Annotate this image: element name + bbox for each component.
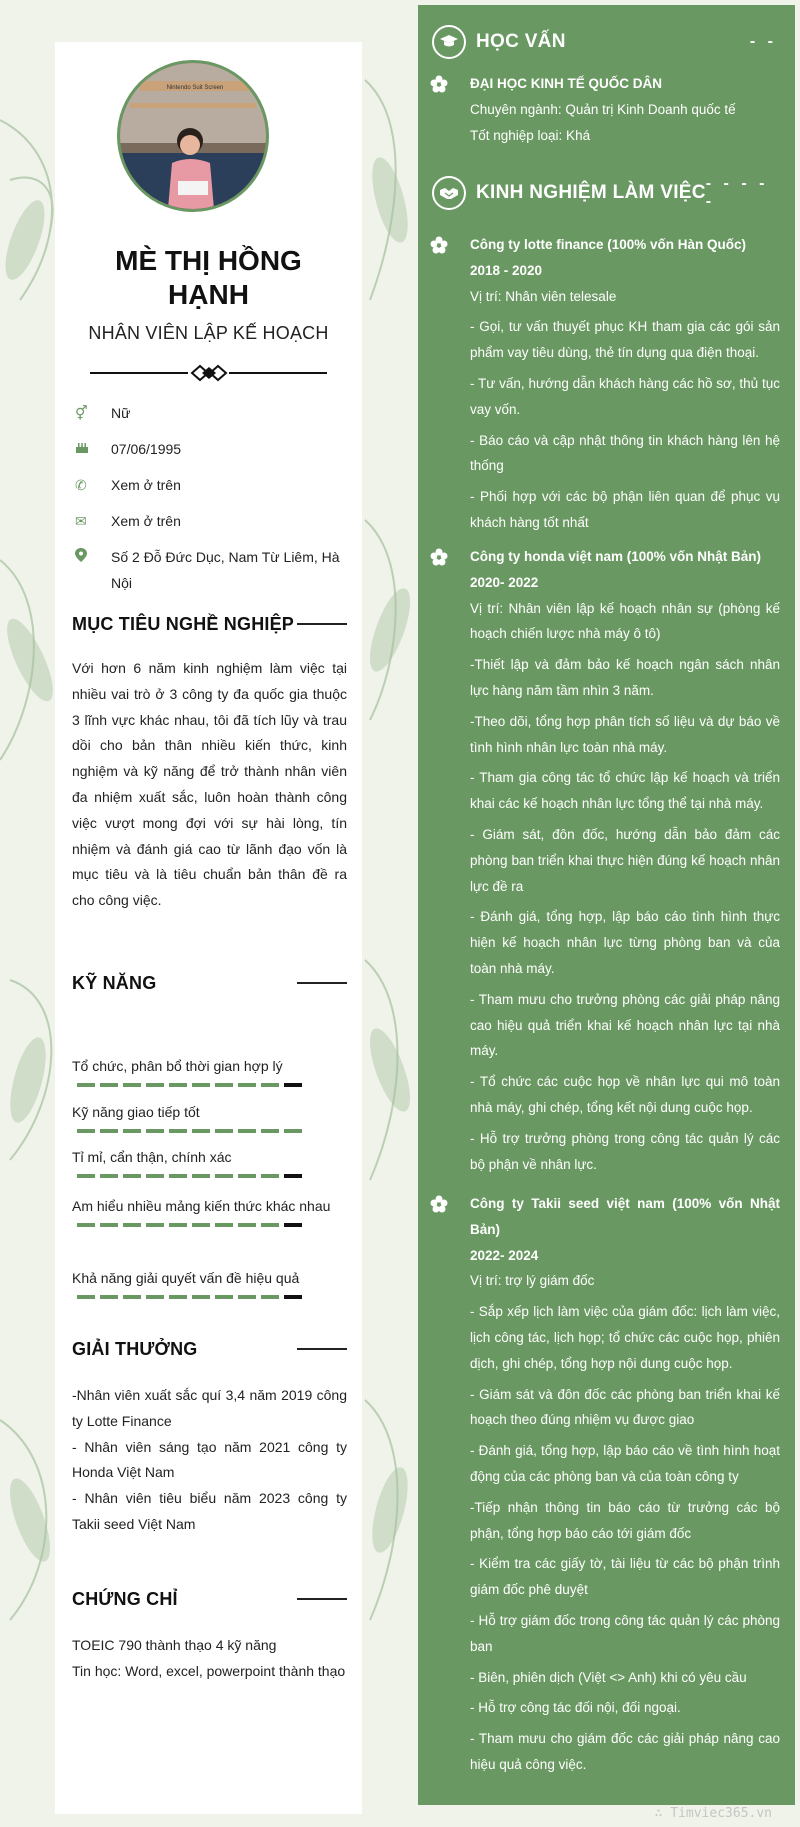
- job-entry: [470, 544, 780, 1177]
- skill-bar-segment: [123, 1295, 141, 1299]
- award-item: - Nhân viên sáng tạo năm 2021 công ty Honda Việt Nam: [72, 1438, 347, 1481]
- skill-bar-segment: [192, 1295, 210, 1299]
- ornament-divider: [90, 364, 327, 382]
- birthday-value: 07/06/1995: [111, 441, 182, 457]
- job-entry: [470, 1191, 780, 1778]
- skill-level-bar: [77, 1295, 302, 1299]
- address-value: Số 2 Đỗ Đức Dục, Nam Từ Liêm, Hà Nội: [111, 549, 340, 591]
- job-task: -Theo dõi, tổng hợp phân tích số liệu và dự báo về tình hình nhân lực toàn nhà máy.: [470, 713, 780, 755]
- flower-bullet-icon: [430, 75, 448, 93]
- skill-bar-segment: [146, 1174, 164, 1178]
- experience-title: KINH NGHIỆM LÀM VIỆC: [476, 182, 706, 203]
- certificate-item: TOEIC 790 thành thạo 4 kỹ năng: [72, 1637, 277, 1653]
- certificates-list: [72, 1633, 347, 1685]
- phone-value: Xem ở trên: [111, 477, 181, 493]
- skill-bar-segment: [215, 1083, 233, 1087]
- skill-bar-segment: [261, 1083, 279, 1087]
- job-task: - Hỗ trợ trưởng phòng trong công tác quản lý các bộ phận về nhân lực.: [470, 1130, 780, 1172]
- contact-info: [75, 400, 345, 606]
- photo-sign-text: Nintendo Suit Screen: [166, 85, 224, 91]
- job-company: Công ty Takii seed việt nam (100% vốn Nhật Bản): [470, 1196, 780, 1237]
- objective-title: MỤC TIÊU NGHỀ NGHIỆP: [72, 613, 295, 634]
- skill-item: [72, 1266, 347, 1299]
- skill-bar-segment: [238, 1129, 256, 1133]
- skill-bar-segment: [284, 1083, 302, 1087]
- job-task: - Phối hợp với các bộ phận liên quan để phục vụ khách hàng tốt nhất: [470, 489, 780, 530]
- gender-row: [75, 400, 345, 426]
- awards-header: [72, 1336, 347, 1362]
- skill-bar-segment: [169, 1174, 187, 1178]
- education-school: ĐẠI HỌC KINH TẾ QUỐC DÂN: [470, 76, 662, 91]
- envelope-icon: ✉: [75, 513, 87, 529]
- awards-list: [72, 1383, 347, 1538]
- skill-name: Kỹ năng giao tiếp tốt: [72, 1104, 200, 1120]
- flower-bullet-icon: [430, 236, 448, 254]
- candidate-name: [55, 244, 362, 312]
- skill-bar-segment: [215, 1174, 233, 1178]
- skill-bar-segment: [146, 1083, 164, 1087]
- gender-value: Nữ: [111, 405, 131, 421]
- skill-bar-segment: [238, 1174, 256, 1178]
- email-value: Xem ở trên: [111, 513, 181, 529]
- address-row: [75, 544, 345, 596]
- skill-bar-segment: [238, 1083, 256, 1087]
- skill-level-bar: [77, 1083, 302, 1087]
- job-task: - Hỗ trợ công tác đối nội, đối ngoại.: [470, 1700, 681, 1716]
- job-entry: [470, 232, 780, 536]
- section-rule: [294, 623, 347, 625]
- certificate-item: Tin học: Word, excel, powerpoint thành thạo: [72, 1662, 346, 1679]
- skill-bar-segment: [192, 1174, 210, 1178]
- skill-bar-segment: [77, 1083, 95, 1087]
- watermark-text: Timviec365.vn: [670, 1806, 772, 1821]
- job-period: 2020- 2022: [470, 574, 539, 590]
- skill-bar-segment: [123, 1223, 141, 1227]
- skill-bar-segment: [284, 1129, 302, 1133]
- job-period: 2022- 2024: [470, 1247, 539, 1263]
- email-row: [75, 508, 345, 534]
- skills-title: KỸ NĂNG: [72, 972, 157, 993]
- handshake-icon: [432, 176, 466, 210]
- birthday-cake-icon: [75, 436, 111, 462]
- job-task: - Giám sát, đôn đốc, hướng dẫn bảo đảm các phòng ban triển khai thực hiện đúng kế hoạch nhân lực đề ra: [470, 826, 780, 894]
- job-position: Vị trí: trợ lý giám đốc: [470, 1273, 595, 1289]
- flower-bullet-icon: [430, 548, 448, 566]
- name-line-2: HẠNH: [168, 279, 249, 310]
- skill-bar-segment: [169, 1083, 187, 1087]
- skill-bar-segment: [192, 1129, 210, 1133]
- skill-name: Tỉ mỉ, cẩn thận, chính xác: [72, 1149, 232, 1165]
- section-rule: [178, 1598, 347, 1600]
- skill-bar-segment: [284, 1174, 302, 1178]
- job-task: - Gọi, tư vấn thuyết phục KH tham gia các gói sản phẩm vay tiêu dùng, thẻ tín dụng qua điện thoại.: [470, 319, 780, 361]
- job-title: NHÂN VIÊN LẬP KẾ HOẠCH: [88, 323, 329, 343]
- skill-bar-segment: [238, 1295, 256, 1299]
- skill-bar-segment: [146, 1129, 164, 1133]
- skill-bar-segment: [77, 1129, 95, 1133]
- job-task: - Hỗ trợ giám đốc trong công tác quản lý các phòng ban: [470, 1612, 780, 1654]
- skill-bar-segment: [123, 1129, 141, 1133]
- section-rule: [197, 1348, 347, 1350]
- skill-bar-segment: [77, 1223, 95, 1227]
- experience-dash: - - - - -: [705, 175, 769, 210]
- skill-level-bar: [77, 1223, 302, 1227]
- job-task: - Tổ chức các cuộc họp về nhân lực qui mô toàn nhà máy, ghi chép, tổng kết nội dung cuộc họp.: [470, 1074, 780, 1115]
- name-line-1: MÈ THỊ HỒNG: [115, 245, 302, 276]
- award-item: - Nhân viên tiêu biểu năm 2023 công ty Takii seed Việt Nam: [72, 1490, 347, 1532]
- phone-row: [75, 472, 345, 498]
- job-position: Vị trí: Nhân viên telesale: [470, 288, 617, 304]
- skill-bar-segment: [100, 1223, 118, 1227]
- skill-bar-segment: [77, 1174, 95, 1178]
- job-task: -Thiết lập và đảm bảo kế hoạch ngân sách nhân lực hàng năm tầm nhìn 3 năm.: [470, 657, 780, 698]
- skill-level-bar: [77, 1129, 302, 1133]
- skill-bar-segment: [100, 1174, 118, 1178]
- skill-name: Tổ chức, phân bổ thời gian hợp lý: [72, 1058, 283, 1074]
- job-task: - Đánh giá, tổng hợp, lập báo cáo tình hình thực hiện kế hoạch nhân lực từng phòng ban và của toàn nhà máy.: [470, 909, 780, 976]
- map-pin-icon: [75, 544, 111, 570]
- award-item: -Nhân viên xuất sắc quí 3,4 năm 2019 công ty Lotte Finance: [72, 1387, 347, 1429]
- avatar-photo: [120, 63, 266, 209]
- education-title: HỌC VẤN: [476, 31, 566, 52]
- awards-title: GIẢI THƯỞNG: [72, 1338, 198, 1359]
- experience-header: [432, 173, 777, 213]
- right-column: [418, 5, 795, 1805]
- objective-text: Với hơn 6 năm kinh nghiệm làm việc tại nhiều vai trò ở 3 công ty đa quốc gia thuộc 3 lĩnh vực khác nhau, tôi đã tích lũy và trau dồi cho bản thân nhiều kiến thức, kinh nghiệm và kỹ năng để trở thành nhân viên đa nhiệm xuất sắc, luôn hoàn thành công việc vượt mong đợi với sự hài lòng, tín nhiệm và đánh giá cao từ lãnh đạo vốn là mục tiêu và là tiêu chuẩn bản thân đề ra cho công việc.: [72, 660, 347, 909]
- skill-item: [72, 1054, 347, 1087]
- job-task: - Tư vấn, hướng dẫn khách hàng các hồ sơ, thủ tục vay vốn.: [470, 375, 780, 417]
- job-task: - Giám sát và đôn đốc các phòng ban triển khai kế hoạch theo đúng nhiệm vụ được giao: [470, 1386, 780, 1428]
- education-dash: - -: [749, 33, 777, 50]
- skill-bar-segment: [238, 1223, 256, 1227]
- job-task: - Đánh giá, tổng hợp, lập báo cáo về tình hình hoạt động của các phòng ban và của toàn công ty: [470, 1443, 780, 1484]
- job-company: Công ty lotte finance (100% vốn Hàn Quốc): [470, 237, 747, 252]
- avatar: [117, 60, 269, 212]
- certificates-title: CHỨNG CHỈ: [72, 1588, 178, 1609]
- skill-bar-segment: [77, 1295, 95, 1299]
- birthday-row: [75, 436, 345, 462]
- job-task: - Biên, phiên dịch (Việt <> Anh) khi có yêu cầu: [470, 1669, 747, 1685]
- skill-item: [72, 1100, 347, 1133]
- skill-bar-segment: [169, 1129, 187, 1133]
- skill-bar-segment: [215, 1295, 233, 1299]
- section-rule: [156, 982, 347, 984]
- skill-bar-segment: [192, 1223, 210, 1227]
- job-task: - Báo cáo và cập nhật thông tin khách hàng lên hệ thống: [470, 432, 780, 474]
- job-task: - Tham mưu cho trưởng phòng các giải pháp nâng cao hiệu quả triển khai kế hoạch nhân lực tại nhà máy.: [470, 991, 780, 1059]
- skill-bar-segment: [100, 1295, 118, 1299]
- skill-bar-segment: [261, 1223, 279, 1227]
- skill-bar-segment: [284, 1295, 302, 1299]
- job-task: -Tiếp nhận thông tin báo cáo từ trưởng các bộ phận, tổng hợp báo cáo tới giám đốc: [470, 1499, 780, 1541]
- skill-bar-segment: [261, 1174, 279, 1178]
- skill-bar-segment: [146, 1295, 164, 1299]
- skill-item: [72, 1145, 347, 1178]
- education-header: [432, 22, 777, 62]
- skill-name: Khả năng giải quyết vấn đề hiệu quả: [72, 1270, 300, 1286]
- phone-icon: ✆: [75, 477, 87, 493]
- job-period: 2018 - 2020: [470, 262, 543, 278]
- education-grade: Tốt nghiệp loại: Khá: [470, 127, 591, 143]
- skills-header: [72, 970, 347, 996]
- flower-bullet-icon: [430, 1195, 448, 1213]
- skill-bar-segment: [123, 1083, 141, 1087]
- job-task: - Kiểm tra các giấy tờ, tài liệu từ các bộ phận trình giám đốc phê duyệt: [470, 1556, 780, 1598]
- education-entry: [470, 71, 780, 148]
- site-watermark: ∴ Timviec365.vn: [654, 1806, 772, 1821]
- job-task: - Tham mưu cho giám đốc các giải pháp nâng cao hiệu quả công việc.: [470, 1731, 780, 1772]
- skill-bar-segment: [169, 1295, 187, 1299]
- skill-level-bar: [77, 1174, 302, 1178]
- certificates-header: [72, 1586, 347, 1612]
- skill-bar-segment: [100, 1129, 118, 1133]
- skill-bar-segment: [123, 1174, 141, 1178]
- skill-bar-segment: [100, 1083, 118, 1087]
- job-position: Vị trí: Nhân viên lập kế hoạch nhân sự (phòng kế hoạch chiến lược nhà máy ô tô): [470, 600, 780, 642]
- skill-bar-segment: [192, 1083, 210, 1087]
- skill-name: Am hiểu nhiều mảng kiến thức khác nhau: [72, 1198, 331, 1214]
- education-major: Chuyên ngành: Quản trị Kinh Doanh quốc tế: [470, 101, 736, 117]
- skill-bar-segment: [284, 1223, 302, 1227]
- job-task: - Sắp xếp lịch làm việc của giám đốc: lịch làm việc, lịch công tác, lịch họp; tổ chức các cuộc họp, phiên dịch, ghi chép, tổng hợp nội dung cuộc họp.: [470, 1304, 780, 1371]
- skill-bar-segment: [261, 1295, 279, 1299]
- skill-item: [72, 1194, 347, 1227]
- skill-bar-segment: [215, 1223, 233, 1227]
- left-column: [55, 42, 362, 1814]
- gender-icon: ⚥: [75, 405, 88, 421]
- skill-bar-segment: [169, 1223, 187, 1227]
- skill-bar-segment: [261, 1129, 279, 1133]
- skill-bar-segment: [215, 1129, 233, 1133]
- graduation-cap-icon: [432, 25, 466, 59]
- objective-header: [72, 611, 347, 637]
- skill-bar-segment: [146, 1223, 164, 1227]
- job-task: - Tham gia công tác tổ chức lập kế hoạch và triển khai các kế hoạch nhân lực tổng thể tại nhà máy.: [470, 770, 780, 812]
- job-company: Công ty honda việt nam (100% vốn Nhật Bản): [470, 549, 762, 564]
